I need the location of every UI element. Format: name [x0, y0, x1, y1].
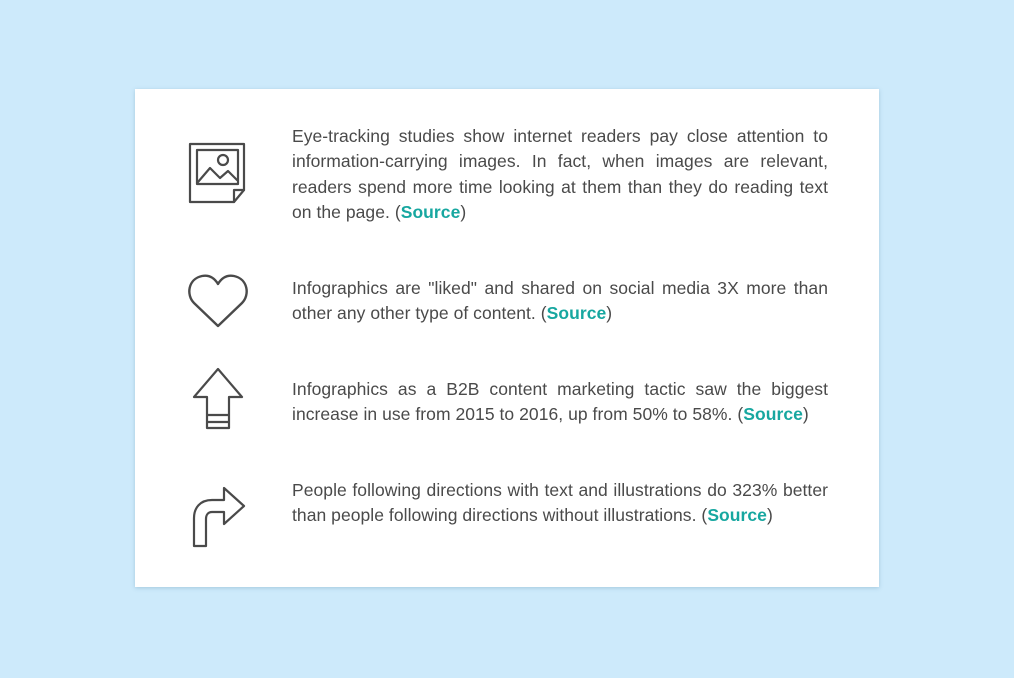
stat-text: Infographics as a B2B content marketing tactic saw the biggest increase in use from 2015 to 2016, up from 50% to 58%. (Source) — [292, 379, 828, 425]
image-icon — [183, 142, 253, 204]
heart-icon — [183, 273, 253, 329]
source-link[interactable]: Source — [546, 303, 607, 324]
stats-card — [135, 89, 879, 587]
stat-body: People following directions with text and illustrations do 323% better than people following directions without illustrations. — [292, 480, 828, 526]
up-arrow-icon — [183, 367, 253, 431]
stat-body: Infographics as a B2B content marketing tactic saw the biggest increase in use from 2015 to 2016, up from 50% to 58%. — [292, 379, 828, 425]
source-link[interactable]: Source — [400, 201, 461, 222]
stat-body: Eye-tracking studies show internet readers pay close attention to information-carrying images. In fact, when images are relevant, readers spend more time looking at them than they do reading text on the page. — [292, 126, 828, 222]
turn-right-arrow-icon — [183, 484, 253, 548]
stat-text: People following directions with text and illustrations do 323% better than people following directions without illustrations. (Source) — [292, 480, 828, 526]
source-link[interactable]: Source — [707, 505, 767, 526]
stat-text: Infographics are "liked" and shared on social media 3X more than other any other type of content. (Source) — [292, 278, 828, 324]
source-link[interactable]: Source — [743, 404, 803, 425]
stat-text: Eye-tracking studies show internet readers pay close attention to information-carrying images. In fact, when images are relevant, readers spend more time looking at them than they do reading text on the page. (Source) — [292, 126, 828, 222]
stat-body: Infographics are "liked" and shared on social media 3X more than other any other type of content. — [292, 278, 828, 324]
